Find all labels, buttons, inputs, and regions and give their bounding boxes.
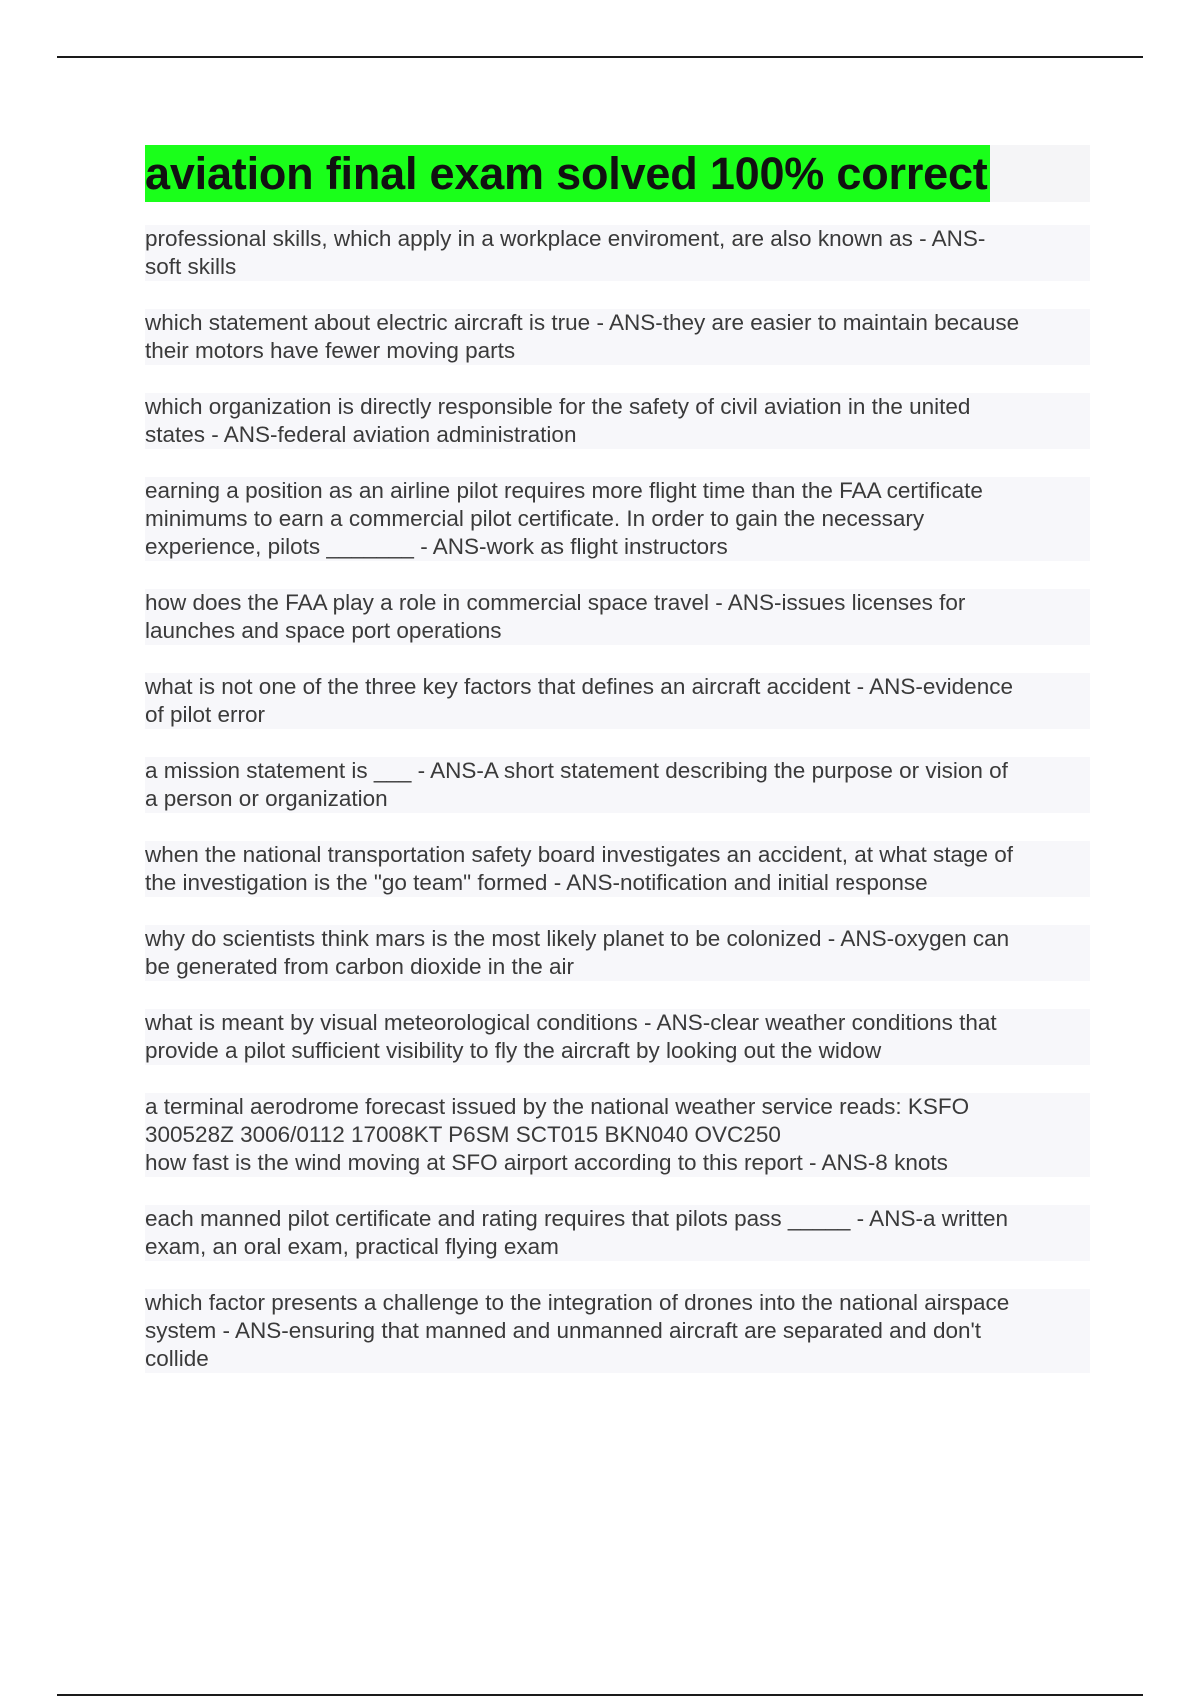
bottom-rule [57,1694,1143,1696]
qa-item: each manned pilot certificate and rating requires that pilots pass _____ - ANS-a written exam, an oral exam, practical flying exam [145,1205,1090,1261]
document-title: aviation final exam solved 100% correct [145,145,990,202]
qa-item: which statement about electric aircraft is true - ANS-they are easier to maintain because their motors have fewer moving parts [145,309,1090,365]
qa-item: which organization is directly responsible for the safety of civil aviation in the united states - ANS-federal aviation administration [145,393,1090,449]
top-rule [57,56,1143,58]
qa-item: what is not one of the three key factors that defines an aircraft accident - ANS-evidence of pilot error [145,673,1090,729]
qa-list [145,225,1090,1373]
document-body [145,145,1090,1401]
qa-item: earning a position as an airline pilot requires more flight time than the FAA certificate minimums to earn a commercial pilot certificate. In order to gain the necessary experience, pilots _______ - ANS-work as flight instructors [145,477,1090,561]
qa-item: when the national transportation safety board investigates an accident, at what stage of the investigation is the "go team" formed - ANS-notification and initial response [145,841,1090,897]
qa-item: why do scientists think mars is the most likely planet to be colonized - ANS-oxygen can be generated from carbon dioxide in the air [145,925,1090,981]
qa-item: how does the FAA play a role in commercial space travel - ANS-issues licenses for launches and space port operations [145,589,1090,645]
qa-item: which factor presents a challenge to the integration of drones into the national airspace system - ANS-ensuring that manned and unmanned aircraft are separated and don't collide [145,1289,1090,1373]
qa-item: a mission statement is ___ - ANS-A short statement describing the purpose or vision of a person or organization [145,757,1090,813]
qa-item: a terminal aerodrome forecast issued by the national weather service reads: KSFO 300528Z 3006/0112 17008KT P6SM SCT015 BKN040 OVC250 how fast is the wind moving at SFO airport according to this report - ANS-8 knots [145,1093,1090,1177]
qa-item: professional skills, which apply in a workplace enviroment, are also known as - ANS- soft skills [145,225,1090,281]
title-bar [145,145,1090,202]
qa-item: what is meant by visual meteorological conditions - ANS-clear weather conditions that provide a pilot sufficient visibility to fly the aircraft by looking out the widow [145,1009,1090,1065]
